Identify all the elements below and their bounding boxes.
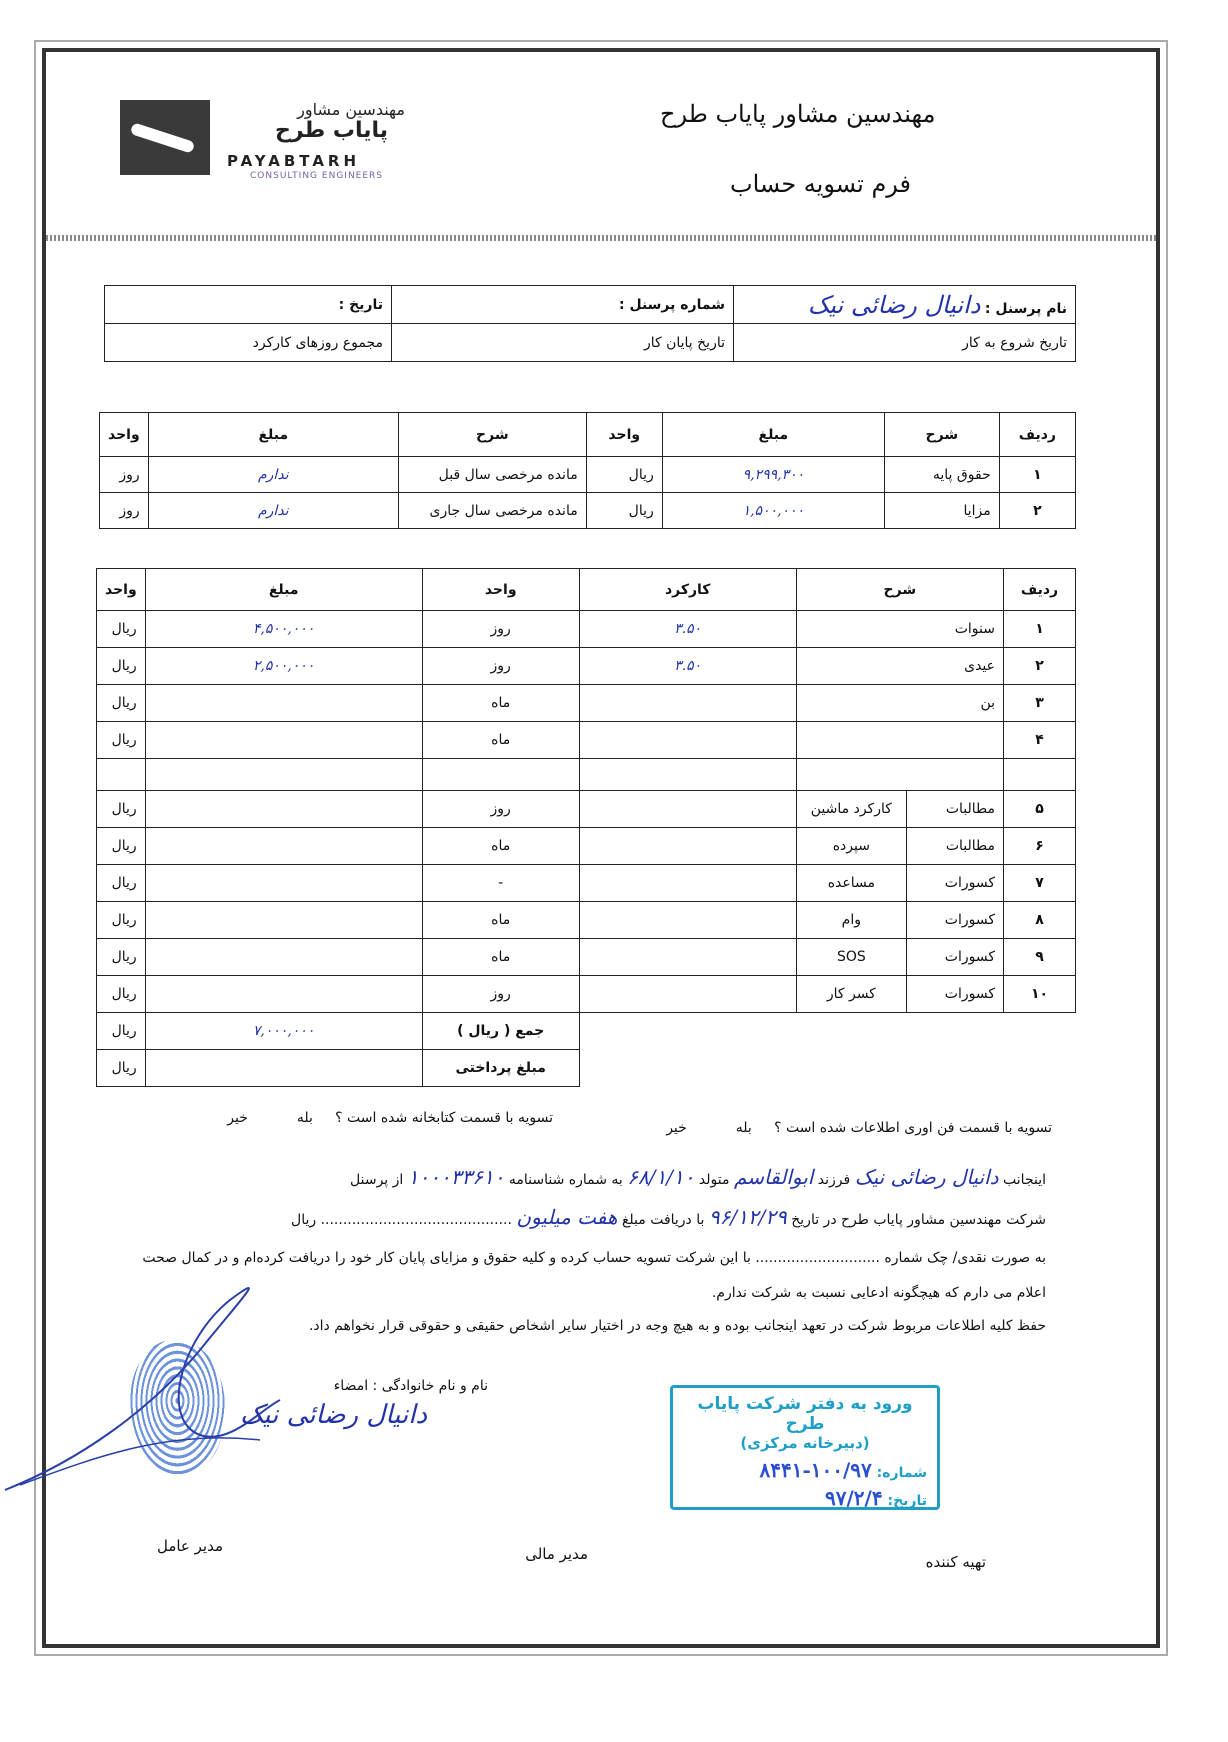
col-amount: مبلغ: [145, 569, 422, 611]
col-row: ردیف: [999, 413, 1075, 457]
personnel-date-label: تاریخ :: [338, 296, 383, 313]
header-separator: [46, 235, 1156, 241]
col-amount2: مبلغ: [148, 413, 398, 457]
days-total-cell: مجموع روزهای کارکرد: [105, 324, 392, 362]
statement-line-2: شرکت مهندسین مشاور پایاب طرح در تاریخ ۹۶/۱۲/۲۹ با دریافت مبلغ هفت میلیون ........................................... ریال: [291, 1205, 1046, 1229]
signature-stroke-icon: [0, 1260, 300, 1500]
total-unit: ریال: [97, 1013, 146, 1050]
paid-value: [145, 1050, 422, 1087]
col-desc: شرح: [796, 569, 1003, 611]
col-unit2: واحد: [100, 413, 149, 457]
personnel-name-label: نام پرسنل :: [984, 300, 1067, 317]
form-title: فرم تسویه حساب: [730, 170, 912, 198]
table-row: ۶ مطالبات سپرده ماه ریال: [97, 828, 1076, 865]
tech-no-option[interactable]: خیر: [666, 1120, 687, 1136]
footer-finance: مدیر مالی: [525, 1545, 588, 1563]
personnel-number-cell: [392, 286, 734, 324]
table-row: ۱ حقوق پایه ۹,۲۹۹,۳۰۰ ریال مانده مرخصی سال قبل ندارم روز: [100, 457, 1076, 493]
col-unit: واحد: [422, 569, 579, 611]
personnel-number-label: شماره پرسنل :: [618, 296, 725, 313]
end-date-cell: تاریخ پایان کار: [392, 324, 734, 362]
total-value: ۷,۰۰۰,۰۰۰: [145, 1013, 422, 1050]
col-row: ردیف: [1004, 569, 1076, 611]
table-row: ۸ کسورات وام ماه ریال: [97, 902, 1076, 939]
table-row: ۱ سنوات ۳.۵۰ روز ۴,۵۰۰,۰۰۰ ریال: [97, 611, 1076, 648]
registry-stamp: [670, 1385, 940, 1510]
personnel-date-cell: [105, 286, 392, 324]
salary-table: [99, 412, 1076, 529]
personnel-name-cell: [734, 286, 1076, 324]
stamp-number: شماره: ۱۰۰/۹۷-۸۴۴۱: [759, 1458, 927, 1482]
col-unit2: واحد: [97, 569, 146, 611]
col-desc: شرح: [884, 413, 999, 457]
company-name: مهندسین مشاور پایاب طرح: [660, 100, 936, 128]
company-logo-icon: [120, 100, 210, 175]
statement-line-1: اینجانب دانیال رضائی نیک فرزند ابوالقاسم متولد ۶۸/۱/۱۰ به شماره شناسنامه ۱۰۰۰۳۳۶۱۰ از پرسنل: [350, 1165, 1046, 1189]
statement-line-4: اعلام می دارم که هیچگونه ادعایی نسبت به شرکت ندارم.: [711, 1285, 1046, 1301]
table-row: ۱۰ کسورات کسر کار روز ریال: [97, 976, 1076, 1013]
signature-name: دانیال رضائی نیک: [240, 1400, 428, 1430]
table-row: ۴ ماه ریال: [97, 722, 1076, 759]
table-row: ۷ کسورات مساعده - ریال: [97, 865, 1076, 902]
table-row: ۳ بن ماه ریال: [97, 685, 1076, 722]
tech-settlement-question: تسویه با قسمت فن اوری اطلاعات شده است ؟ بله خیر: [666, 1120, 1052, 1136]
table-row: ۹ کسورات SOS ماه ریال: [97, 939, 1076, 976]
stamp-line-1: ورود به دفتر شرکت پایاب طرح: [697, 1394, 913, 1434]
stamp-line-2: (دبیرخانه مرکزی): [740, 1434, 870, 1452]
personnel-table: [104, 285, 1076, 362]
table-row: ۲ مزایا ۱,۵۰۰,۰۰۰ ریال مانده مرخصی سال جاری ندارم روز: [100, 493, 1076, 529]
library-settlement-question: تسویه با قسمت کتابخانه شده است ؟ بله خیر: [227, 1110, 553, 1126]
col-work: کارکرد: [579, 569, 796, 611]
table-row: [97, 759, 1076, 791]
col-desc2: شرح: [398, 413, 586, 457]
personnel-name-value: دانیال رضائی نیک: [807, 290, 981, 319]
settlement-table: [96, 568, 1076, 1087]
paid-label: مبلغ پرداختی: [422, 1050, 579, 1087]
table-row: ۵ مطالبات کارکرد ماشین روز ریال: [97, 791, 1076, 828]
tech-yes-option[interactable]: بله: [735, 1120, 752, 1136]
footer-preparer: تهیه کننده: [925, 1553, 986, 1571]
logo-text-en-sub: CONSULTING ENGINEERS: [250, 171, 384, 181]
table-row: ۲ عیدی ۳.۵۰ روز ۲,۵۰۰,۰۰۰ ریال: [97, 648, 1076, 685]
logo-text-small: مهندسین مشاور: [297, 100, 405, 119]
col-amount: مبلغ: [662, 413, 884, 457]
col-unit: واحد: [586, 413, 662, 457]
library-yes-option[interactable]: بله: [296, 1110, 313, 1126]
library-no-option[interactable]: خیر: [227, 1110, 248, 1126]
logo-text-fa: پایاب طرح: [275, 118, 389, 143]
statement-line-3: به صورت نقدی/ چک شماره ............................ با این شرکت تسویه حساب کرده و کلیه حقوق و مزایای پایان کار خود را دریافت کرده‌ام و در کمال صحت: [142, 1250, 1046, 1266]
start-date-cell: تاریخ شروع به کار: [734, 324, 1076, 362]
signature-label: نام و نام خانوادگی : امضاء: [333, 1378, 488, 1394]
statement-line-5: حفظ کلیه اطلاعات مربوط شرکت در تعهد اینجانب بوده و به هیچ وجه در اختیار سایر اشخاص حقیقی و حقوقی قرار نخواهم داد.: [308, 1318, 1046, 1334]
total-label: جمع ( ریال ): [422, 1013, 579, 1050]
paid-unit: ریال: [97, 1050, 146, 1087]
stamp-date: تاریخ: ۹۷/۲/۴: [825, 1486, 927, 1510]
footer-ceo: مدیر عامل: [156, 1537, 223, 1555]
logo-text-en: PAYABTARH: [227, 152, 361, 170]
